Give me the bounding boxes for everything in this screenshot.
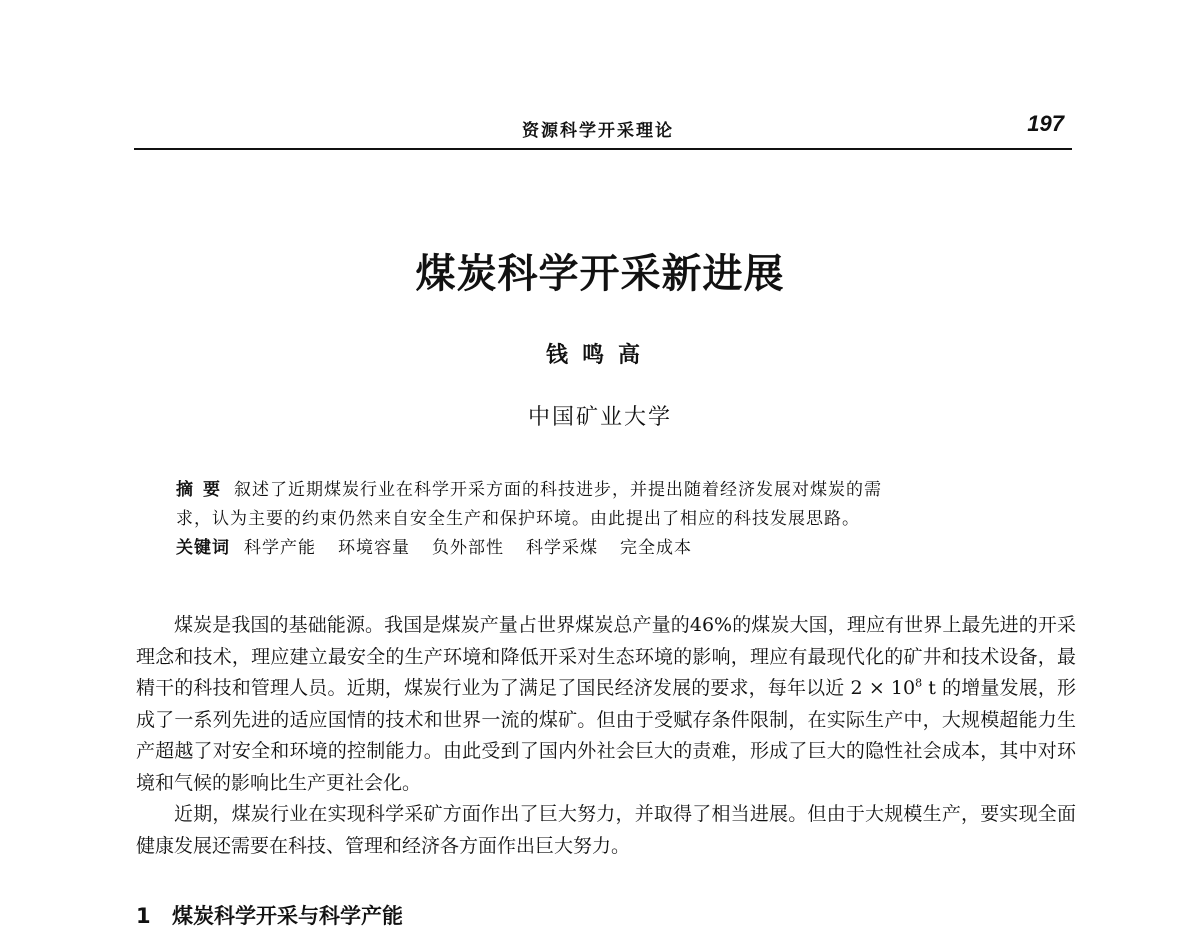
paragraph-1-text-b: t 的增量发展，形成了一系列先进的适应国情的技术和世界一流的煤矿。但由于受赋存条件限制，在实际生产中，大规模超能力生产超越了对安全和环境的控制能力。由此受到了国内外社会巨大的责难，形成了巨大的隐性社会成本，其中对环境和气候的影响比生产更社会化。 xyxy=(136,677,1077,794)
abstract-second-line xyxy=(176,505,1056,534)
body-text xyxy=(136,610,1076,862)
section-heading xyxy=(136,900,403,930)
keyword: 负外部性 xyxy=(432,538,504,558)
keyword: 完全成本 xyxy=(620,538,692,558)
page-number: 197 xyxy=(1027,111,1064,136)
keywords-line xyxy=(176,534,1056,563)
keywords-label: 关键词 xyxy=(176,538,230,558)
abstract-block xyxy=(176,476,1056,563)
keyword: 环境容量 xyxy=(338,538,410,558)
paragraph-1-text-a: 煤炭是我国的基础能源。我国是煤炭产量占世界煤炭总产量的46%的煤炭大国，理应有世界上最先进的开采理念和技术，理应建立最安全的生产环境和降低开采对生态环境的影响，理应有最现代化的矿井和技术设备，最精干的科技和管理人员。近期，煤炭行业为了满足了国民经济发展的要求，每年以近 2 × 10 xyxy=(136,614,1076,699)
abstract-first-line xyxy=(176,476,1056,505)
author-name: 钱鸣高 xyxy=(545,343,654,368)
exponent: 8 xyxy=(915,676,923,690)
body-paragraph-2: 近期，煤炭行业在实现科学采矿方面作出了巨大努力，并取得了相当进展。但由于大规模生产，要实现全面健康发展还需要在科技、管理和经济各方面作出巨大努力。 xyxy=(136,803,1076,857)
body-paragraph-1 xyxy=(136,610,1076,799)
article-title: 煤炭科学开采新进展 xyxy=(415,250,785,297)
section-number: 1 xyxy=(136,904,151,928)
running-title: 资源科学开采理论 xyxy=(522,121,674,141)
keyword: 科学采煤 xyxy=(526,538,598,558)
abstract-text-line1: 叙述了近期煤炭行业在科学开采方面的科技进步，并提出随着经济发展对煤炭的需 xyxy=(234,480,882,500)
keyword: 科学产能 xyxy=(244,538,316,558)
running-header xyxy=(134,108,1072,150)
abstract-text-line2: 求，认为主要的约束仍然来自安全生产和保护环境。由此提出了相应的科技发展思路。 xyxy=(176,509,860,529)
author-affiliation: 中国矿业大学 xyxy=(527,405,672,430)
section-title: 煤炭科学开采与科学产能 xyxy=(172,904,403,928)
abstract-label: 摘要 xyxy=(176,480,230,500)
